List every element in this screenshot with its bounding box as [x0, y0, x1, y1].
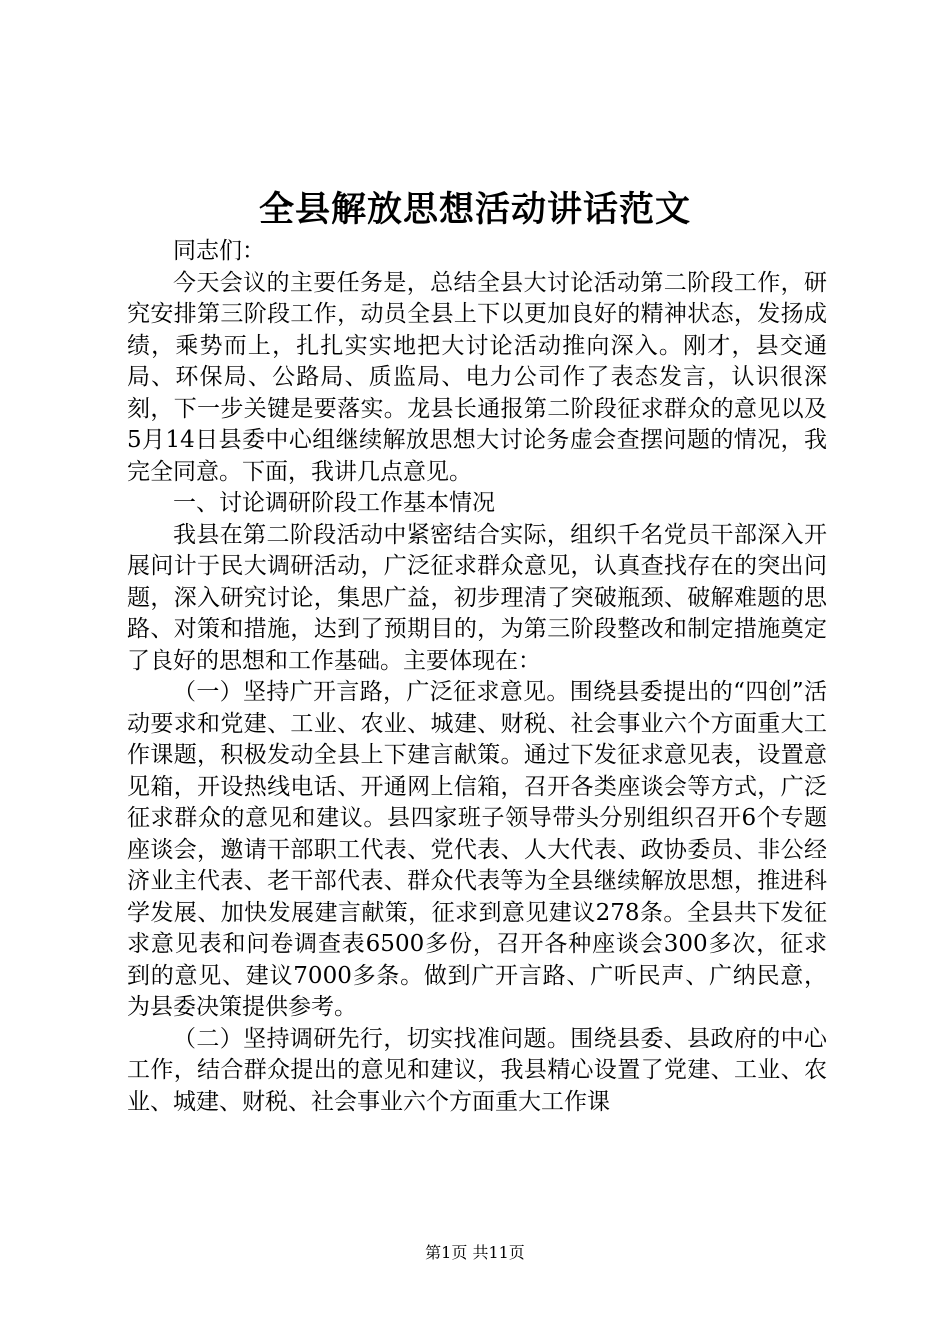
- paragraph-section-1: 我县在第二阶段活动中紧密结合实际，组织千名党员干部深入开展问计于民大调研活动，广泛征求群众意见，认真查找存在的突出问题，深入研究讨论，集思广益，初步理清了突破瓶颈、破解难题的思路、对策和措施，达到了预期目的，为第三阶段整改和制定措施奠定了良好的思想和工作基础。主要体现在：: [127, 521, 827, 674]
- paragraph-intro: 今天会议的主要任务是，总结全县大讨论活动第二阶段工作，研究安排第三阶段工作，动员全县上下以更加良好的精神状态，发扬成绩，乘势而上，扎扎实实地把大讨论活动推向深入。刚才，县交通局、环保局、公路局、质监局、电力公司作了表态发言，认识很深刻，下一步关键是要落实。龙县长通报第二阶段征求群众的意见以及5月14日县委中心组继续解放思想大讨论务虚会查摆问题的情况，我完全同意。下面，我讲几点意见。: [127, 269, 827, 485]
- section-heading-1: 一、讨论调研阶段工作基本情况: [173, 490, 495, 516]
- paragraph-subsection-2: （二）坚持调研先行，切实找准问题。围绕县委、县政府的中心工作，结合群众提出的意见和建议，我县精心设置了党建、工业、农业、城建、财税、社会事业六个方面重大工作课: [127, 1025, 827, 1115]
- document-title: 全县解放思想活动讲话范文: [258, 189, 691, 230]
- page-number-footer: 第1页 共11页: [425, 1243, 525, 1262]
- paragraph-subsection-1: （一）坚持广开言路，广泛征求意见。围绕县委提出的“四创”活动要求和党建、工业、农业、城建、财税、社会事业六个方面重大工作课题，积极发动全县上下建言献策。通过下发征求意见表，设置意见箱，开设热线电话、开通网上信箱，召开各类座谈会等方式，广泛征求群众的意见和建议。县四家班子领导带头分别组织召开6个专题座谈会，邀请干部职工代表、党代表、人大代表、政协委员、非公经济业主代表、老干部代表、群众代表等为全县继续解放思想，推进科学发展、加快发展建言献策，征求到意见建议278条。全县共下发征求意见表和问卷调查表6500多份，召开各种座谈会300多次，征求到的意见、建议7000多条。做到广开言路、广听民声、广纳民意，为县委决策提供参考。: [127, 679, 827, 1020]
- salutation: 同志们：: [173, 238, 265, 264]
- document-body: [127, 236, 827, 1118]
